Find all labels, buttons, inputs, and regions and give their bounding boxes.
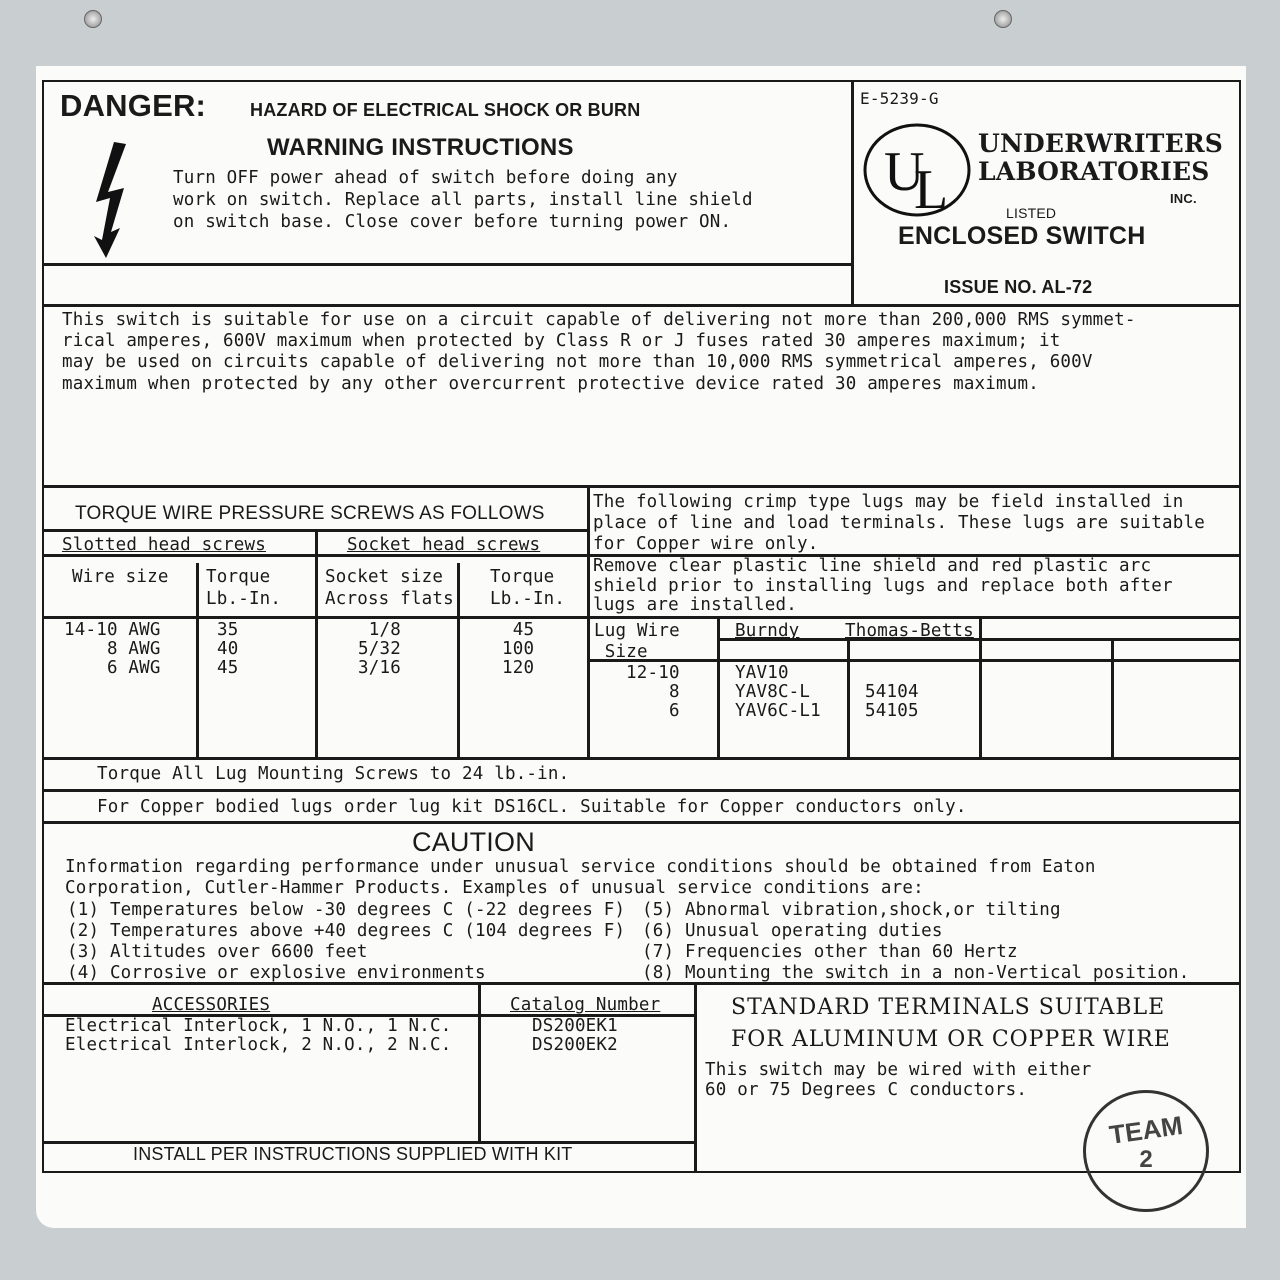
col-socket-size: Socket size xyxy=(325,567,444,587)
socket-header: Socket head screws xyxy=(347,535,541,555)
warning-line: work on switch. Replace all parts, install line shield xyxy=(173,190,753,210)
danger-title: DANGER: xyxy=(60,88,207,123)
torque-values: 35 40 45 xyxy=(217,620,239,678)
thomas-betts-values: 54104 54105 xyxy=(865,682,919,721)
hazard-text: HAZARD OF ELECTRICAL SHOCK OR BURN xyxy=(250,100,641,120)
warning-line: Turn OFF power ahead of switch before doing any xyxy=(173,168,678,188)
lug-kit-text: For Copper bodied lugs order lug kit DS16CL. Suitable for Copper conductors only. xyxy=(97,797,967,817)
col-thomas-betts: Thomas-Betts xyxy=(845,621,974,641)
terminals-title: STANDARD TERMINALS SUITABLE FOR ALUMINUM OR COPPER WIRE xyxy=(731,995,1171,1052)
divider xyxy=(1111,638,1114,758)
rating-line: rical amperes, 600V maximum when protected by Class R or J fuses rated 30 amperes maximum; it xyxy=(62,331,1061,351)
terminals-text: This switch may be wired with either 60 or 75 Degrees C conductors. xyxy=(705,1060,1092,1100)
socket-torque-values: 45 100 120 xyxy=(502,620,535,678)
ul-logo xyxy=(862,122,972,218)
caution-intro: Information regarding performance under unusual service conditions should be obtained from Eaton Corporation, Cutler-Hammer Products. Examples of unusual service conditions are: xyxy=(65,857,1096,898)
socket-sizes: 1/8 5/32 3/16 xyxy=(358,620,401,678)
install-instructions: INSTALL PER INSTRUCTIONS SUPPLIED WITH KIT xyxy=(133,1144,573,1164)
catalog-header: Catalog Number xyxy=(510,995,661,1015)
caution-list-right: (5) Abnormal vibration,shock,or tilting (6) Unusual operating duties (7) Frequencies other than 60 Hertz (8) Mounting the switch in a non-Vertical position. xyxy=(642,900,1190,983)
lug-sizes: 12-10 8 6 xyxy=(626,663,680,721)
ul-name: UNDERWRITERS xyxy=(978,129,1224,158)
file-code: E-5239-G xyxy=(860,89,939,108)
catalog-numbers: DS200EK1 DS200EK2 xyxy=(532,1016,618,1055)
remove-shield-text: Remove clear plastic line shield and red plastic arc shield prior to installing lugs and replace both after lugs are installed. xyxy=(593,556,1173,615)
wire-sizes: 14-10 AWG 8 AWG 6 AWG xyxy=(64,620,161,678)
team-stamp xyxy=(1083,1090,1209,1212)
divider xyxy=(315,530,318,758)
lug-mount-torque: Torque All Lug Mounting Screws to 24 lb.-in. xyxy=(97,764,570,784)
divider xyxy=(457,563,460,758)
divider xyxy=(847,638,850,758)
rating-line: maximum when protected by any other overcurrent protective device rated 30 amperes maximum. xyxy=(62,374,1039,394)
torque-title: TORQUE WIRE PRESSURE SCREWS AS FOLLOWS xyxy=(75,503,545,524)
divider xyxy=(42,485,1241,488)
accessory-items: Electrical Interlock, 1 N.O., 1 N.C. Electrical Interlock, 2 N.O., 2 N.C. xyxy=(65,1016,452,1055)
divider xyxy=(694,983,697,1173)
col-wire-size: Wire size xyxy=(72,567,169,587)
divider xyxy=(42,263,852,266)
col-torque-unit: Lb.-In. xyxy=(206,589,282,609)
stamp-line1: TEAM xyxy=(1107,1110,1185,1150)
rating-line: may be used on circuits capable of delivering not more than 10,000 RMS symmetrical amperes, 600V xyxy=(62,352,1093,372)
warning-line: on switch base. Close cover before turning power ON. xyxy=(173,212,732,232)
issue-number: ISSUE NO. AL-72 xyxy=(944,277,1093,297)
svg-text:U: U xyxy=(884,141,925,203)
divider xyxy=(42,304,1241,307)
ul-inc: INC. xyxy=(1170,191,1197,206)
col-socket-across: Across flats xyxy=(325,589,454,609)
divider xyxy=(42,789,1241,792)
accessories-header: ACCESSORIES xyxy=(152,995,271,1015)
screw xyxy=(994,10,1012,28)
caution-list-left: (1) Temperatures below -30 degrees C (-22 degrees F) (2) Temperatures above +40 degrees C (104 degrees F) (3) Altitudes over 6600 feet (4) Corrosive or explosive environments xyxy=(67,900,626,983)
rating-line: This switch is suitable for use on a circuit capable of delivering not more than 200,000 RMS symmet- xyxy=(62,310,1136,330)
lightning-bolt-icon xyxy=(86,140,136,260)
listed-label: LISTED xyxy=(1006,205,1057,221)
burndy-values: YAV10 YAV8C-L YAV6C-L1 xyxy=(735,663,821,721)
ul-name: LABORATORIES xyxy=(978,157,1210,186)
col-torque2: Torque xyxy=(490,567,555,587)
divider xyxy=(42,757,1241,760)
col-torque2-unit: Lb.-In. xyxy=(490,589,566,609)
col-lug-wire-size: Lug Wire Size xyxy=(594,621,680,662)
product-title: ENCLOSED SWITCH xyxy=(898,222,1146,250)
divider xyxy=(851,80,854,306)
divider xyxy=(42,616,1241,619)
slotted-header: Slotted head screws xyxy=(62,535,266,555)
divider xyxy=(588,659,1241,662)
divider xyxy=(42,821,1241,824)
warning-title: WARNING INSTRUCTIONS xyxy=(267,134,574,161)
divider xyxy=(587,485,590,758)
svg-text:L: L xyxy=(914,159,949,218)
caution-title: CAUTION xyxy=(412,827,535,857)
col-burndy: Burndy xyxy=(735,621,800,641)
divider xyxy=(196,563,199,758)
col-torque: Torque xyxy=(206,567,271,587)
crimp-text: The following crimp type lugs may be field installed in place of line and load terminals. These lugs are suitable for Copper wire only. xyxy=(593,492,1205,554)
stamp-line2: 2 xyxy=(1139,1146,1153,1173)
divider xyxy=(478,983,481,1143)
screw xyxy=(84,10,102,28)
